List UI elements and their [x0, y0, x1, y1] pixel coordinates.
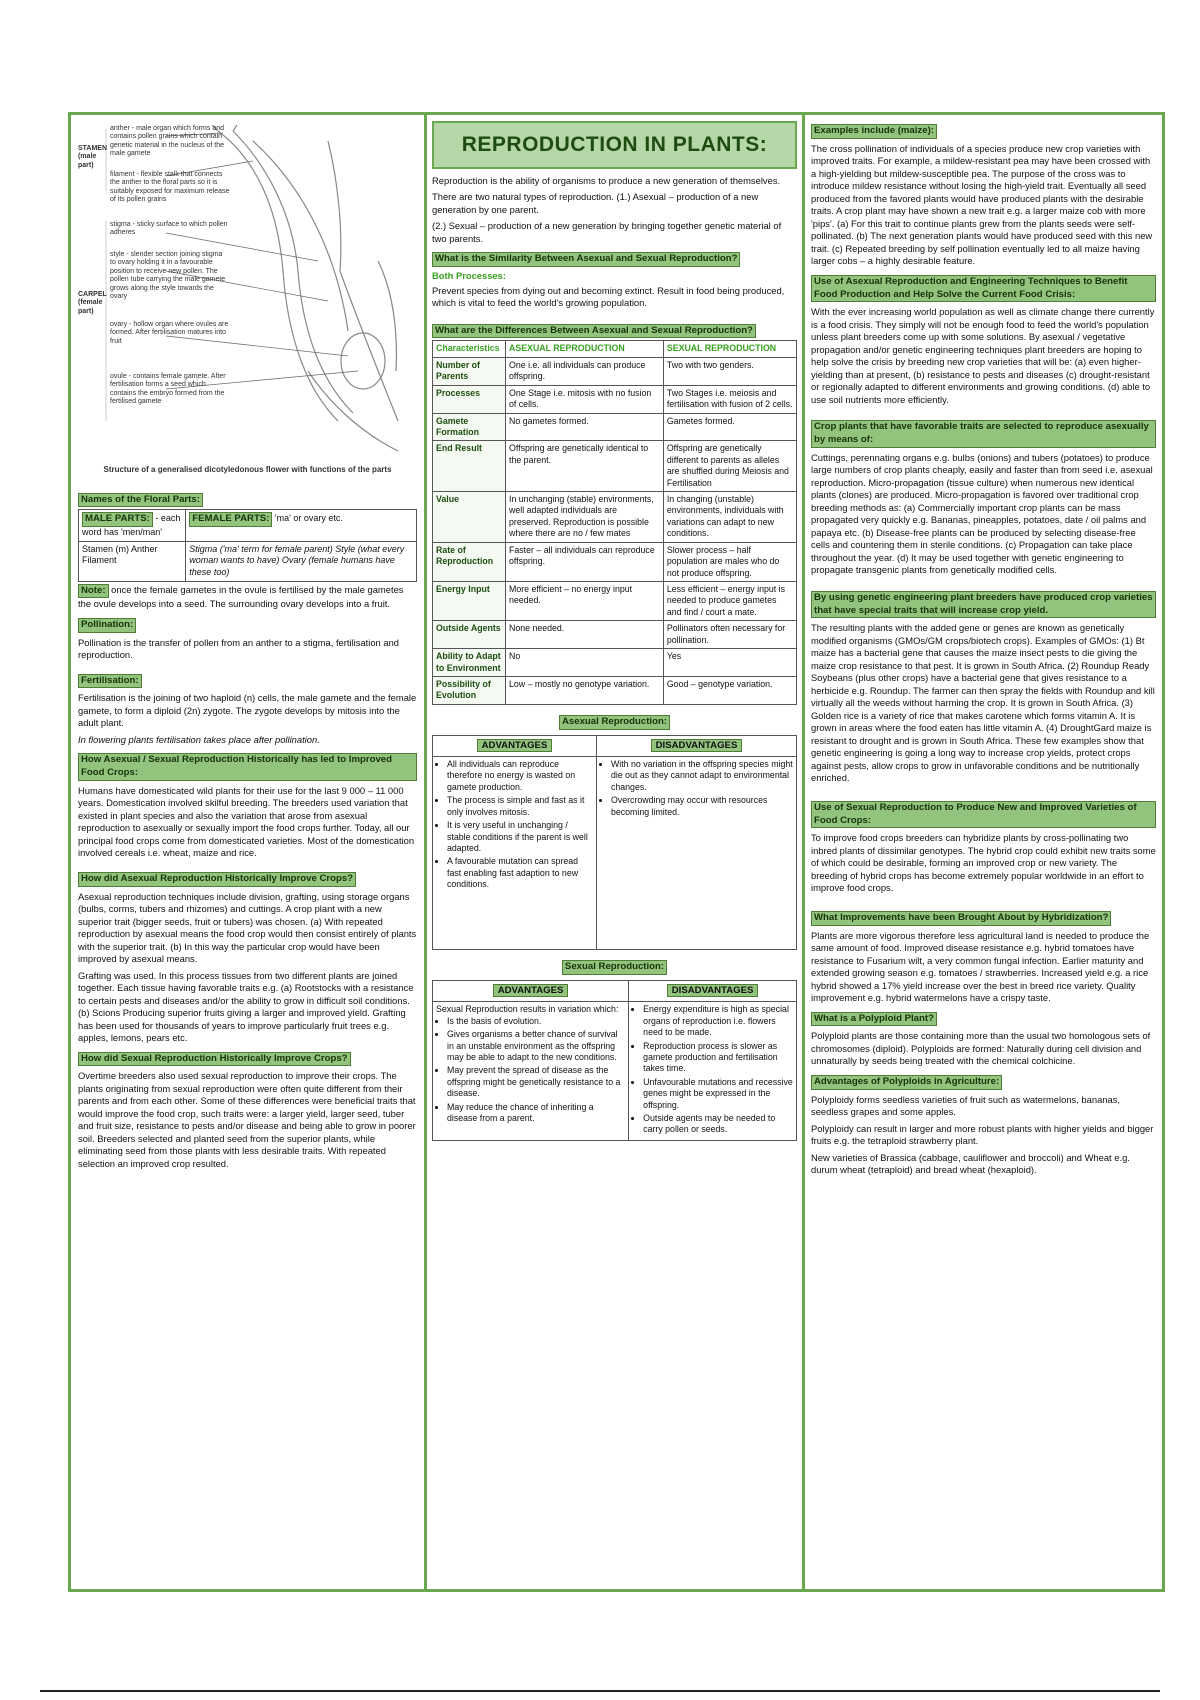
- genetic-engineering-heading: By using genetic engineering plant breeders have produced crop varieties that have special traits that will increase crop yield.: [811, 591, 1156, 619]
- intro-definition: Reproduction is the ability of organisms to produce a new generation of themselves.: [432, 174, 781, 186]
- anther-text: anther - male organ which forms and contains pollen grains which contain genetic material in the nucleus of the male gamete: [110, 125, 225, 158]
- examples-text: The cross pollination of individuals of a species produce new crop varieties with improved traits. For example, a mildew-resistant pea may have been crossed with a high-yielding but mildew-susceptible pea. The purpose of the cross was to introduce mildew resistance without losing the high-yield trait. Eventually all seed produced from the favored plants would have produced plants with the desirable traits. A crop plant may have shown a new trait e.g. a larger maize cob with more 'pips'. (a) For this trait to continue plants grew from the plants seeds were self-pollinated. (b) The next generation plants would have produced seed with this new trait. (c) Repeated breeding by self pollination eventually led to all maize having larger cobs – a highly desirable feature.: [811, 142, 1153, 267]
- characteristic-cell: Rate of Reproduction: [433, 542, 506, 581]
- pollination-text: Pollination is the transfer of pollen from an anther to a stigma, fertilisation and reproduction.: [78, 636, 400, 661]
- table-row: [433, 621, 797, 649]
- table-cell: One Stage i.e. mitosis with no fusion of cells.: [506, 385, 664, 413]
- ovule-text: ovule - contains female gamete. After fertilisation forms a seed which contains the embryo formed from the fertilised gamete: [110, 373, 226, 406]
- asexual-adv-header: ADVANTAGES: [433, 735, 597, 756]
- floral-parts-heading: Names of the Floral Parts:: [78, 493, 203, 508]
- bottom-rule: [40, 1690, 1160, 1692]
- similarity-sub: Both Processes:: [432, 270, 506, 282]
- sexual-history-text: Overtime breeders also used sexual reproduction to improve their crops. The plants originating from sexual reproduction were often quite different from their parents and from each other. Some of these differences were beneficial traits that would improve the food crop, such traits were: a larger yield, larger seed, tuber and fruit size, resistance to pests and/or disease and being able to grow in poorer soil. Breeders selected and planted seed from the superior plants, while eliminating seed from those plants with less desirable traits. With repeated selection an improved crop resulted.: [78, 1070, 416, 1169]
- similarity-heading: What is the Similarity Between Asexual and Sexual Reproduction?: [432, 252, 740, 267]
- table-row: [433, 413, 797, 441]
- sexual-disadvantages-list: [632, 1004, 793, 1136]
- sexual-use-text: To improve food crops breeders can hybridize plants by cross-pollinating two inbred plants of dissimilar genotypes. The hybrid crop could exhibit new traits some of which could be desirable, forming an improved crop or new variety. The breeding of hybrid crops has become extremely popular worldwide in an effort to improve food crops.: [811, 832, 1156, 894]
- table-cell: Yes: [663, 649, 796, 677]
- list-item: • Overcrowding may occur with resources becoming limited.: [611, 795, 793, 818]
- list-item: • May prevent the spread of disease as the offspring might be genetically resistance to a disease.: [447, 1065, 625, 1099]
- table-cell: Less efficient – energy input is needed to produce gametes and find / court a mate.: [663, 582, 796, 621]
- column-middle: [427, 115, 805, 1589]
- female-parts-list: Stigma ('ma' term for female parent) Style (what every woman wants to have) Ovary (female humans have these too): [186, 541, 417, 581]
- table-cell: None needed.: [506, 621, 664, 649]
- characteristic-cell: Gamete Formation: [433, 413, 506, 441]
- stamen-label: STAMEN (male part): [78, 145, 108, 169]
- table-cell: Pollinators often necessary for pollination.: [663, 621, 796, 649]
- characteristic-cell: Energy Input: [433, 582, 506, 621]
- asexual-history-text: Asexual reproduction techniques include division, grafting, using storage organs (bulbs, corms, tubers and rhizomes) and cuttings. A crop plant with a new superior trait (bigger seeds, fruit or tubers) was chosen. (a) With repeated reproduction by asexual means the food crop would then consist entirely of plants with the superior trait. (b) In this way the particular crop would have been improved by asexual means.: [78, 890, 417, 965]
- polyploid-adv-3: New varieties of Brassica (cabbage, cauliflower and broccoli) and Wheat e.g. durum wheat (tetraploid) and bread wheat (hexaploid).: [811, 1151, 1130, 1175]
- carpel-label: CARPEL (female part): [78, 291, 107, 315]
- table-row: [433, 542, 797, 581]
- sexual-adv-table: [432, 980, 797, 1141]
- ovary-text: ovary - hollow organ where ovules are formed. After fertilisation matures into fruit: [110, 321, 229, 345]
- column-left: [71, 115, 427, 1589]
- characteristic-cell: End Result: [433, 441, 506, 492]
- polyploid-heading: What is a Polyploid Plant?: [811, 1012, 937, 1027]
- table-cell: Offspring are genetically different to parents as alleles are shuffled during Meiosis and Fertilisation: [663, 441, 796, 492]
- hybridization-heading: What Improvements have been Brought About by Hybridization?: [811, 911, 1111, 926]
- sexual-disadv-header: DISADVANTAGES: [629, 980, 797, 1001]
- list-item: • Reproduction process is slower as gamete production and fertilisation takes time.: [643, 1041, 793, 1075]
- table-cell: Two with two genders.: [663, 357, 796, 385]
- flower-diagram: [78, 121, 417, 457]
- history-heading: How Asexual / Sexual Reproduction Historically has led to Improved Food Crops:: [78, 753, 417, 781]
- table-row: [433, 441, 797, 492]
- list-item: • Gives organisms a better chance of survival in an unstable environment as the offspring may be able to adapt to the new conditions.: [447, 1029, 625, 1063]
- hybridization-text: Plants are more vigorous therefore less agricultural land is needed to produce the same amount of food. Improved disease resistance e.g. hybrid tomatoes have resistance to Fusarium wilt, a very common fungal infection. Earlier maturity and extended growing season e.g. tomatoes / strawberries. Increased yield e.g. a rice hybrid showed a 17% yield increase over the best in breed rice variety. Quality improvement e.g. hybrid watermelons have a crispy taste.: [811, 929, 1150, 1003]
- crop-selection-heading: Crop plants that have favorable traits are selected to reproduce asexually by means of:: [811, 420, 1156, 448]
- fertilisation-text: Fertilisation is the joining of two haploid (n) cells, the male gamete and the female gamete, to form a diploid (2n) zygote. The zygote develops by mitosis into the adult plant.: [78, 692, 417, 729]
- asexual-adv-table: [432, 735, 797, 950]
- table-cell: Slower process – half population are males who do not produce offspring.: [663, 542, 796, 581]
- revision-sheet: [68, 112, 1165, 1592]
- characteristic-cell: Outside Agents: [433, 621, 506, 649]
- male-parts-header: MALE PARTS: - each word has 'men/man': [79, 510, 186, 541]
- table-row: [433, 676, 797, 704]
- note: Note: once the female gametes in the ovule is fertilised by the male gametes the ovule develops into a seed. The surrounding ovary develops into a fruit.: [78, 583, 404, 610]
- sexual-adv-header: ADVANTAGES: [433, 980, 629, 1001]
- table-cell: No: [506, 649, 664, 677]
- table-cell: Low – mostly no genotype variation.: [506, 676, 664, 704]
- table-cell: In changing (unstable) environments, individuals with variations can adapt to new conditions.: [663, 492, 796, 543]
- sexual-advantages-list: [436, 1016, 625, 1125]
- comparison-table: [432, 340, 797, 704]
- floral-parts-table: [78, 509, 417, 581]
- list-item: • Unfavourable mutations and recessive genes might be expressed in the offspring.: [643, 1077, 793, 1111]
- filament-text: filament - flexible stalk that connects the anther to the floral parts so it is suitably exposed for maximum release of its pollen grains: [110, 171, 230, 204]
- asexual-heading: Asexual Reproduction:: [559, 715, 670, 730]
- table-cell: Offspring are genetically identical to the parent.: [506, 441, 664, 492]
- comparison-header: Characteristics: [433, 341, 506, 357]
- male-parts-list: Stamen (m) Anther Filament: [79, 541, 186, 581]
- list-item: • May reduce the chance of inheriting a disease from a parent.: [447, 1102, 625, 1125]
- table-cell: Gametes formed.: [663, 413, 796, 441]
- page-title: REPRODUCTION IN PLANTS:: [432, 121, 797, 169]
- comparison-header: ASEXUAL REPRODUCTION: [506, 341, 664, 357]
- pollination-heading: Pollination:: [78, 618, 136, 633]
- list-item: • All individuals can reproduce therefore no energy is wasted on gamete production.: [447, 759, 593, 793]
- table-cell: In unchanging (stable) environments, well adapted individuals are preserved. Reproduction is possible where there are no / few mates: [506, 492, 664, 543]
- asexual-disadvantages-list: [600, 759, 793, 818]
- asexual-disadv-header: DISADVANTAGES: [596, 735, 796, 756]
- list-item: • Energy expenditure is high as special organs of reproduction i.e. flowers need to be made.: [643, 1004, 793, 1038]
- style-text: style - slender section joining stigma to ovary holding it in a favourable position to receive new pollen. The pollen tube carrying the male gamete grows along the style towards the ovary: [110, 251, 226, 300]
- table-cell: Good – genotype variation.: [663, 676, 796, 704]
- characteristic-cell: Number of Parents: [433, 357, 506, 385]
- table-cell: No gametes formed.: [506, 413, 664, 441]
- table-row: [433, 357, 797, 385]
- sexual-heading: Sexual Reproduction:: [562, 960, 667, 975]
- polyploid-text: Polyploid plants are those containing more than the usual two homologous sets of chromosomes (diploid). Polyploids are formed: Naturally during cell division and unnaturally by seeds being treated with the chemical colchicine.: [811, 1030, 1151, 1067]
- history-text: Humans have domesticated wild plants for their use for the last 9 000 – 11 000 years. Domestication involved skilful breeding. The breeders used variation that existed in plant species and also the variation that arose from asexual reproduction to asexually or sexually import the food crops further. Today, all our principal food crops come from domesticated varieties. Most of the domestication involved cereals i.e. wheat, maize and rice.: [78, 784, 415, 859]
- sexual-history-heading: How did Sexual Reproduction Historically Improve Crops?: [78, 1052, 351, 1067]
- examples-heading: Examples include (maize):: [811, 124, 937, 139]
- list-item: • Outside agents may be needed to carry pollen or seeds.: [643, 1113, 793, 1136]
- characteristic-cell: Possibility of Evolution: [433, 676, 506, 704]
- genetic-engineering-text: The resulting plants with the added gene or genes are known as genetically modified organisms (GMOs/GM crops/biotech crops). Examples of GMOs: (1) Bt maize has a bacterial gene that causes the maize insect pests to die giving the maize crop resistance to that pest. It is grown in South Africa. (2) Roundup Ready Soybeans (plus other crops) have a bacterial gene that gives resistance to a herbicide e.g. Roundup. The farmer can then spray the fields with Roundup and kill virtually all the weeds without harming the crop. It is grown in South Africa. (3) Golden rice is a variety of rice that makes carotene which forms vitamin A. It is grown in areas where the food eaten has little vitamin A. (4) DroughtGard maize is resistant to drought and is grown in South Africa. These few examples show that genetic engineering is going a long way to increase crop yields, protect crops against pests, allow crops to grow in unfavorable conditions and be nutritionally enriched.: [811, 622, 1155, 784]
- grafting-text: Grafting was used. In this process tissues from two different plants are joined together. Each tissue having favorable traits e.g. (a) Rootstocks with a resistance to certain pests and diseases and/or the ability to grow in difficult soil conditions. (b) Scions Producing superior fruits giving a larger and improved yield. Grafting has been used for thousands of years to improve particularly fruit trees e.g. apples, lemons, pears etc.: [78, 969, 414, 1044]
- table-cell: One i.e. all individuals can produce offspring.: [506, 357, 664, 385]
- table-cell: Two Stages i.e. meiosis and fertilisation with fusion of 2 cells.: [663, 385, 796, 413]
- table-row: [433, 582, 797, 621]
- list-item: • The process is simple and fast as it only involves mitosis.: [447, 795, 593, 818]
- asexual-use-heading: Use of Asexual Reproduction and Engineering Techniques to Benefit Food Production and Help Solve the Current Food Crisis:: [811, 275, 1156, 303]
- polyploid-adv-2: Polyploidy can result in larger and more robust plants with higher yields and bigger fruits e.g. the tetraploid strawberry plant.: [811, 1122, 1154, 1146]
- characteristic-cell: Processes: [433, 385, 506, 413]
- female-parts-header: FEMALE PARTS: 'ma' or ovary etc.: [186, 510, 417, 541]
- comparison-header: SEXUAL REPRODUCTION: [663, 341, 796, 357]
- list-item: • With no variation in the offspring species might die out as they cannot adapt to environmental changes.: [611, 759, 793, 793]
- diagram-caption: Structure of a generalised dicotyledonous flower with functions of the parts: [103, 465, 392, 474]
- asexual-use-text: With the ever increasing world population as well as climate change there currently is a food crisis. They simply will not be enough food to feed the world's population unless plant breeders come up with some solutions. By asexual / vegetative propagation and/or genetic engineering techniques plant breeders are hoping to help solve the crisis by breeding new crop varieties that will be: (a) even higher-yielding than at present, (b) resistance to pests and diseases (c) drought-resistant or regionally adapted to different environments and growing conditions. (d) able to use soil nutrients more efficiently.: [811, 306, 1155, 405]
- intro-sexual: (2.) Sexual – production of a new generation by bringing together genetic material of two parents.: [432, 220, 782, 244]
- characteristic-cell: Ability to Adapt to Environment: [433, 649, 506, 677]
- table-cell: Faster – all individuals can reproduce offspring.: [506, 542, 664, 581]
- characteristic-cell: Value: [433, 492, 506, 543]
- asexual-history-heading: How did Asexual Reproduction Historically Improve Crops?: [78, 872, 356, 887]
- fertilisation-note: In flowering plants fertilisation takes place after pollination.: [78, 733, 320, 745]
- column-right: [805, 115, 1162, 1589]
- stigma-text: stigma - sticky surface to which pollen adheres: [110, 221, 228, 237]
- table-row: [433, 649, 797, 677]
- crop-selection-text: Cuttings, perennating organs e.g. bulbs (onions) and tubers (potatoes) to produce large numbers of crop plants cheaply, easily and faster than from seed i.e. asexual reproduction. Micro-propagation (tissue culture) when numerous new identical plants (clones) are produced. Micro-propagation is favored over traditional crop breeding methods as: (a) Commercially important crop plants can be mass propagated very quickly e.g. Bananas, pineapples, potatoes, date / oil palms and papaya etc. (b) Disease-free plants can be produced by selecting disease-free cells and countering them in sterile conditions. (c) Propagation can take place throughout the year. (d) It may be used together with genetic engineering to propagate transgenic plants from genetically modified cells.: [811, 451, 1153, 576]
- similarity-text: Prevent species from dying out and becoming extinct. Result in food being produced, which is vital to feed the world's growing population.: [432, 284, 785, 309]
- differences-heading: What are the Differences Between Asexual and Sexual Reproduction?: [432, 324, 756, 339]
- list-item: • It is very useful in unchanging / stable conditions if the parent is well adapted.: [447, 820, 593, 854]
- polyploid-advantages-heading: Advantages of Polyploids in Agriculture:: [811, 1075, 1002, 1090]
- sexual-use-heading: Use of Sexual Reproduction to Produce New and Improved Varieties of Food Crops:: [811, 801, 1156, 829]
- polyploid-adv-1: Polyploidy forms seedless varieties of fruit such as watermelons, bananas, seedless grapes and some apples.: [811, 1093, 1120, 1117]
- intro-types: There are two natural types of reproduction. (1.) Asexual – production of a new generation by one parent.: [432, 191, 759, 215]
- asexual-advantages-list: [436, 759, 593, 891]
- table-row: [433, 385, 797, 413]
- list-item: • A favourable mutation can spread fast enabling fast adaption to new conditions.: [447, 856, 593, 890]
- list-item: • Is the basis of evolution.: [447, 1016, 625, 1027]
- sexual-adv-intro: Sexual Reproduction results in variation which:: [436, 1004, 619, 1015]
- table-cell: More efficient – no energy input needed.: [506, 582, 664, 621]
- table-row: [433, 492, 797, 543]
- fertilisation-heading: Fertilisation:: [78, 674, 142, 689]
